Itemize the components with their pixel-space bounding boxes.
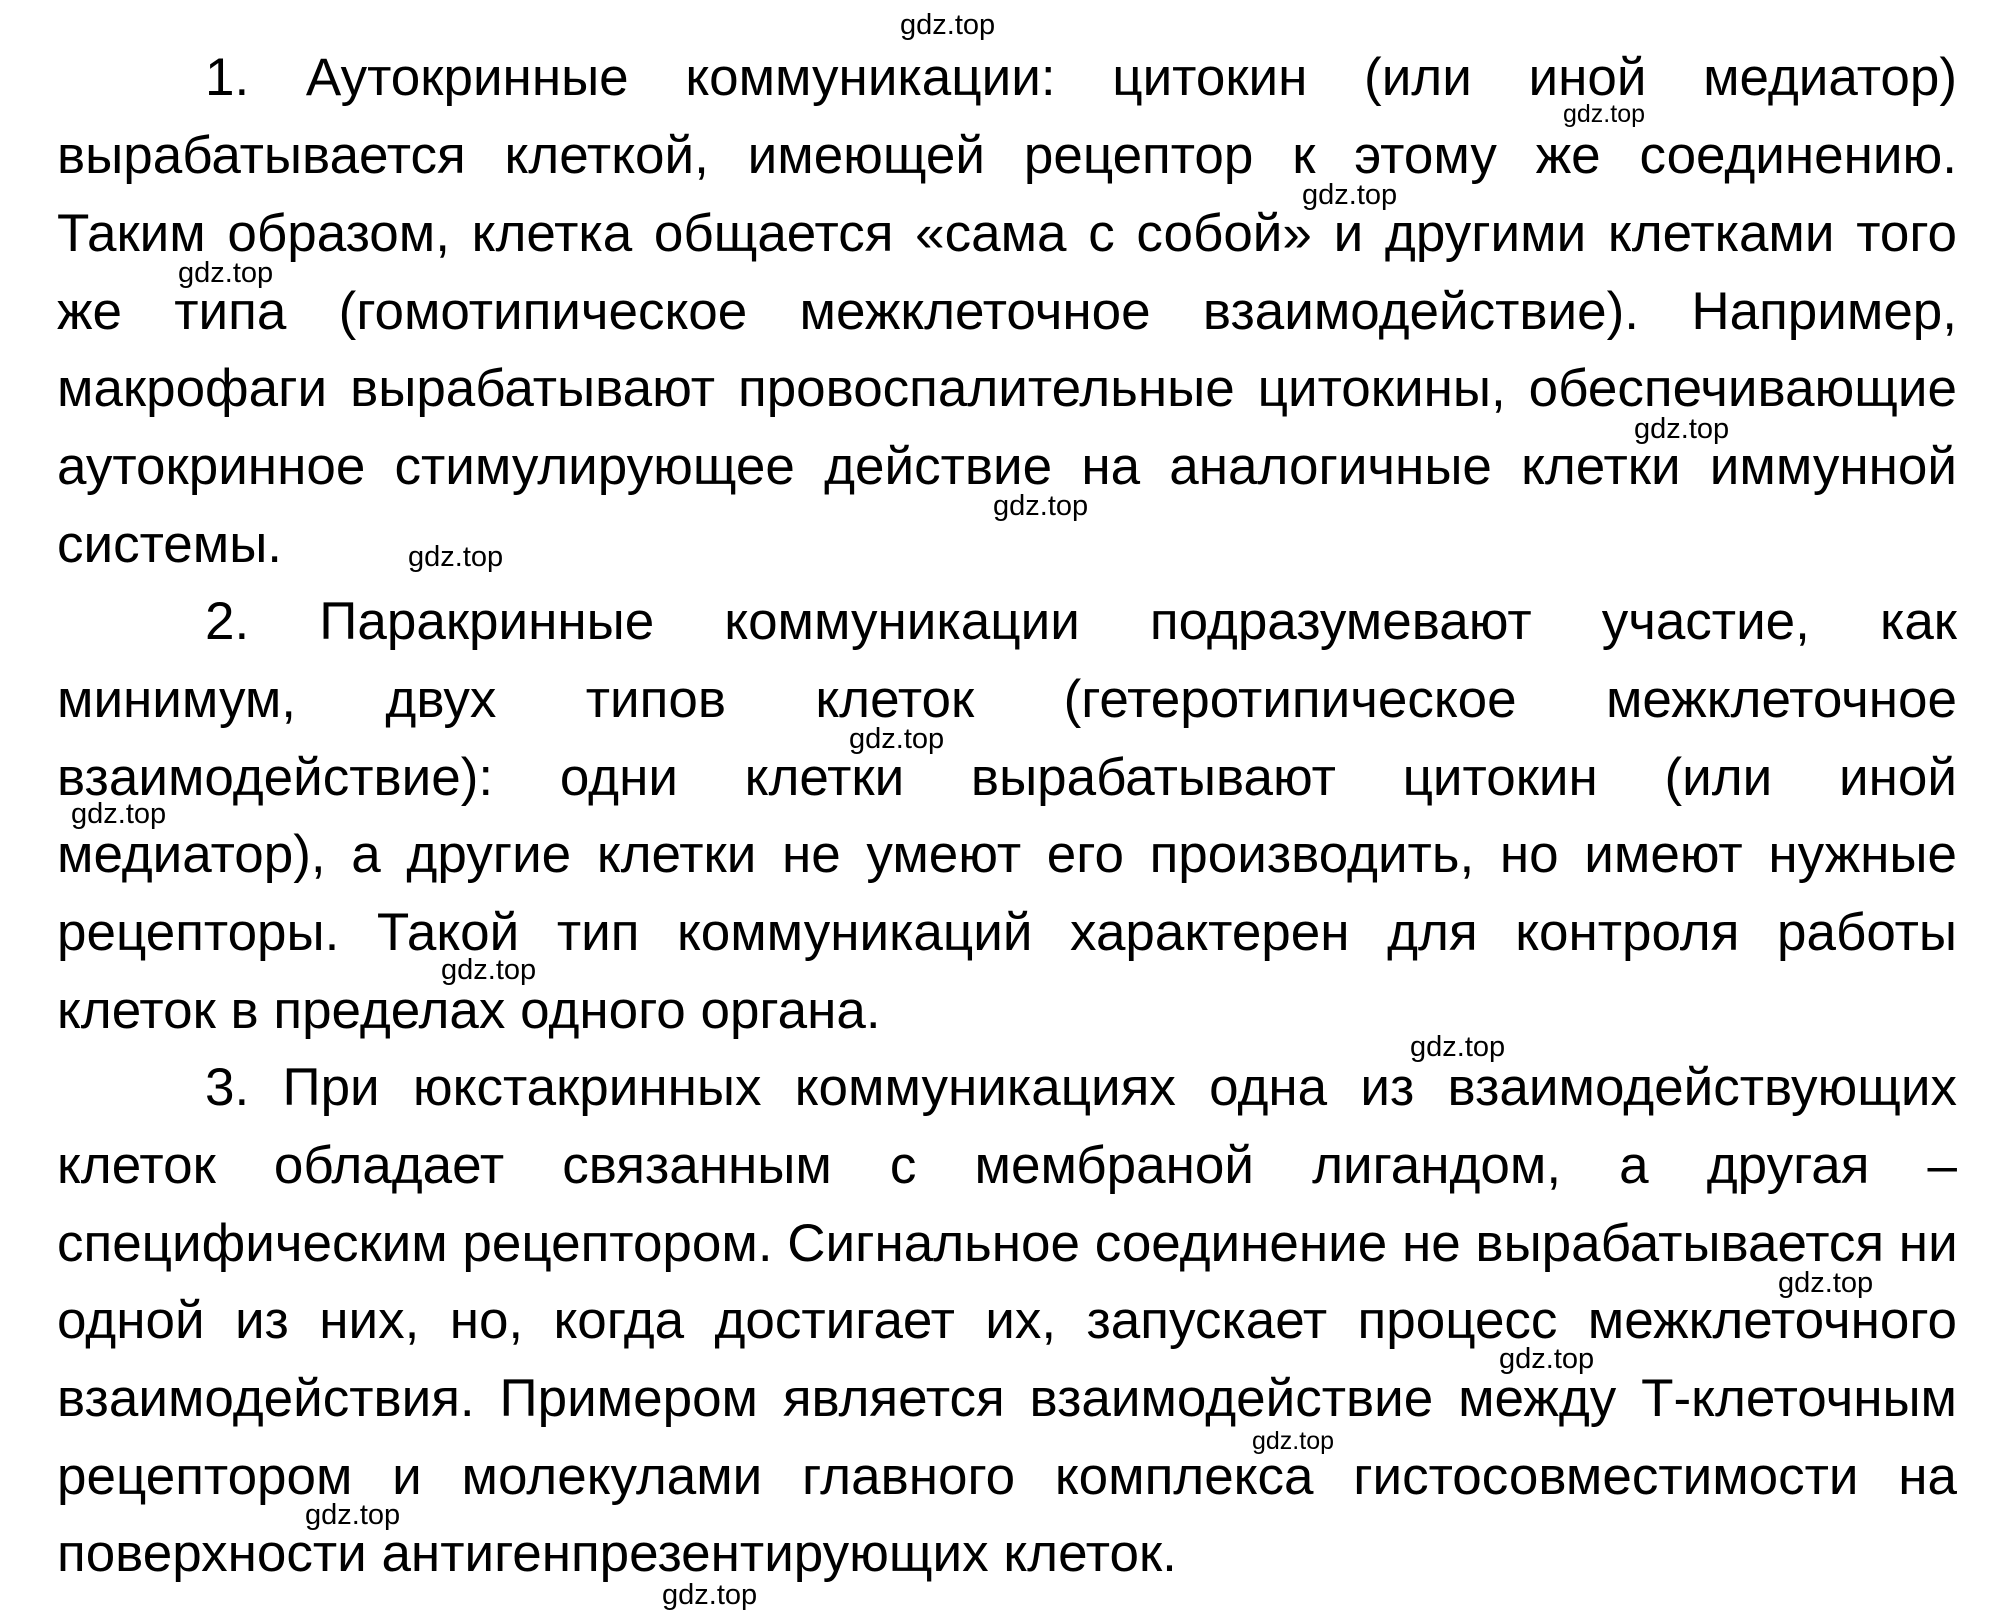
watermark: gdz.top — [1634, 413, 1730, 445]
watermark: gdz.top — [1410, 1031, 1506, 1063]
text-line: же типа (гомотипическое межклеточное взаимодействие). Например, — [57, 282, 1957, 341]
text-line: 3. При юкстакринных коммуникациях одна из взаимодействующих — [205, 1058, 1957, 1117]
watermark: gdz.top — [1563, 100, 1646, 128]
text-line: взаимодействия. Примером является взаимодействие между Т-клеточным — [57, 1369, 1957, 1428]
text-line: поверхности антигенпрезентирующих клеток. — [57, 1524, 1177, 1583]
watermark: gdz.top — [305, 1499, 401, 1531]
watermark: gdz.top — [1252, 1427, 1335, 1455]
text-line: вырабатывается клеткой, имеющей рецептор к этому же соединению. — [57, 126, 1957, 185]
text-line: взаимодействие): одни клетки вырабатывают цитокин (или иной — [57, 748, 1957, 807]
text-line: 2. Паракринные коммуникации подразумевают участие, как — [205, 592, 1957, 651]
text-line: медиатор), а другие клетки не умеют его производить, но имеют нужные — [57, 825, 1957, 884]
text-line: рецепторы. Такой тип коммуникаций характерен для контроля работы — [57, 903, 1957, 962]
watermark: gdz.top — [178, 257, 274, 289]
watermark: gdz.top — [993, 490, 1089, 522]
text-line: системы. — [57, 515, 283, 574]
text-line: клеток обладает связанным с мембраной лигандом, а другая – — [57, 1136, 1957, 1195]
text-line: 1. Аутокринные коммуникации: цитокин (или иной медиатор) — [205, 48, 1957, 107]
text-line: специфическим рецептором. Сигнальное соединение не вырабатывается ни — [57, 1214, 1958, 1273]
text-line: одной из них, но, когда достигает их, запускает процесс межклеточного — [57, 1291, 1957, 1350]
watermark: gdz.top — [900, 9, 996, 41]
text-line: рецептором и молекулами главного комплекса гистосовместимости на — [57, 1447, 1957, 1506]
watermark: gdz.top — [408, 541, 504, 573]
text-line: клеток в пределах одного органа. — [57, 981, 881, 1040]
text-line: макрофаги вырабатывают провоспалительные цитокины, обеспечивающие — [57, 359, 1957, 418]
watermark: gdz.top — [71, 798, 167, 830]
watermark: gdz.top — [849, 723, 945, 755]
text-line: аутокринное стимулирующее действие на аналогичные клетки иммунной — [57, 437, 1957, 496]
watermark: gdz.top — [662, 1579, 758, 1611]
text-line: Таким образом, клетка общается «сама с собой» и другими клетками того — [57, 204, 1957, 263]
watermark: gdz.top — [1499, 1343, 1595, 1375]
watermark: gdz.top — [1778, 1267, 1874, 1299]
watermark: gdz.top — [441, 954, 537, 986]
text-line: минимум, двух типов клеток (гетеротипическое межклеточное — [57, 670, 1957, 729]
watermark: gdz.top — [1302, 179, 1398, 211]
